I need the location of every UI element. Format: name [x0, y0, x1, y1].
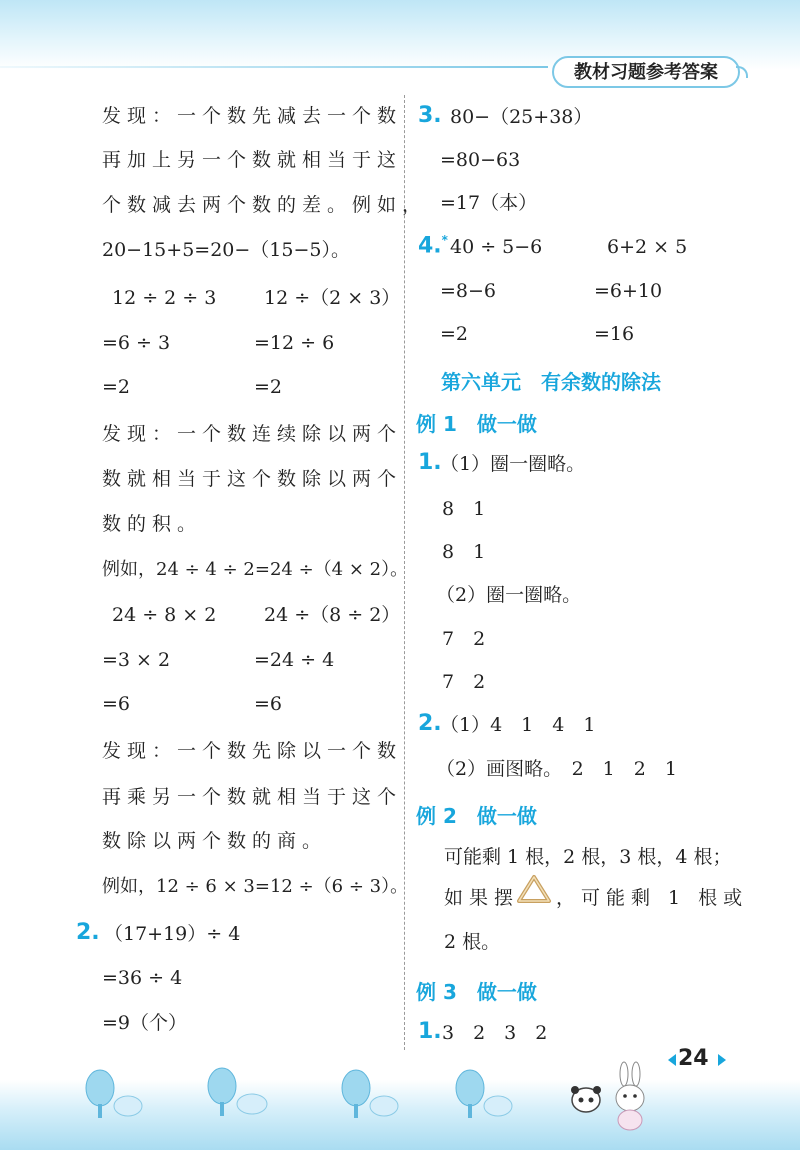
tree-icon	[456, 1070, 484, 1118]
answer-line: （1）4 1 4 1	[440, 714, 596, 736]
text-line: 发现：一个数先除以一个数	[102, 740, 403, 762]
question-number: 1.	[418, 1019, 442, 1044]
bush-icon	[237, 1094, 267, 1114]
calc-line: 12 ÷（2 × 3）	[264, 287, 401, 309]
question-number-text: 4.	[418, 233, 442, 259]
calc-line: 12 ÷ 2 ÷ 3	[112, 287, 217, 309]
text-line: 数除以两个数的商。	[102, 830, 328, 852]
answer-line: 8 1	[442, 541, 486, 563]
answer-line: 如果摆	[444, 887, 520, 909]
bottom-decoration	[0, 1060, 800, 1150]
question-number: 3.	[418, 103, 442, 128]
answer-line: 8 1	[442, 498, 486, 520]
calc-line: =6	[102, 693, 131, 715]
answer-line: 2 根。	[444, 931, 501, 953]
text-line: 20−15+5=20−（15−5）。	[102, 239, 350, 261]
answer-line: 7 2	[442, 628, 486, 650]
text-line: 例如，24 ÷ 4 ÷ 2=24 ÷（4 × 2）。	[102, 559, 409, 580]
answer-line: 可能剩 1 根，2 根，3 根，4 根；	[444, 846, 732, 868]
text-line: 发现：一个数先减去一个数	[102, 105, 403, 127]
bunny-icon	[616, 1062, 644, 1130]
calc-line: =80−63	[440, 149, 521, 171]
calc-line: =2	[254, 376, 283, 398]
bush-icon	[114, 1096, 142, 1116]
panda-icon	[571, 1086, 601, 1112]
calc-line: 40 ÷ 5−6	[450, 236, 543, 258]
calc-line: =24 ÷ 4	[254, 649, 335, 671]
page-number: 24	[678, 1046, 709, 1071]
text-line: 再加上另一个数就相当于这	[102, 149, 403, 171]
top-rule	[0, 66, 548, 68]
calc-line: =17（本）	[440, 192, 538, 214]
text-line: 例如，12 ÷ 6 × 3=12 ÷（6 ÷ 3）。	[102, 876, 409, 897]
bush-icon	[370, 1096, 398, 1116]
text-line: 再乘另一个数就相当于这个	[102, 786, 403, 808]
answer-line: 3 2 3 2	[442, 1022, 548, 1044]
question-number: 2.	[418, 711, 442, 736]
calc-line: 80−（25+38）	[450, 106, 593, 128]
calc-line: =9（个）	[102, 1012, 188, 1034]
calc-line: =2	[440, 323, 469, 345]
calc-line: 24 ÷（8 ÷ 2）	[264, 604, 401, 626]
example-heading: 例 1 做一做	[416, 412, 537, 436]
calc-line: =3 × 2	[102, 649, 171, 671]
calc-line: =6 ÷ 3	[102, 332, 171, 354]
bush-icon	[484, 1096, 512, 1116]
calc-line: =6	[254, 693, 283, 715]
example-heading: 例 2 做一做	[416, 804, 537, 828]
answer-line: （1）圈一圈略。	[440, 453, 586, 475]
tree-icon	[342, 1070, 370, 1118]
calc-line: =16	[594, 323, 635, 345]
optional-star: *	[441, 233, 448, 247]
unit-title: 第六单元 有余数的除法	[441, 370, 661, 394]
calc-line: =8−6	[440, 280, 497, 302]
tree-icon	[208, 1068, 236, 1116]
calc-line: =2	[102, 376, 131, 398]
text-line: 数的积。	[102, 513, 203, 535]
answer-line: 7 2	[442, 671, 486, 693]
answer-line: ，可能剩 1 根或	[556, 887, 749, 909]
answer-line: （2）圈一圈略。	[436, 584, 582, 606]
example-heading: 例 3 做一做	[416, 980, 537, 1004]
calc-line: 24 ÷ 8 × 2	[112, 604, 217, 626]
text-line: 发现：一个数连续除以两个	[102, 423, 403, 445]
header-title: 教材习题参考答案	[552, 56, 740, 88]
calc-line: （17+19）÷ 4	[104, 923, 241, 945]
tree-icon	[86, 1070, 114, 1118]
question-number: 1.	[418, 450, 442, 475]
answer-line: （2）画图略。 2 1 2 1	[436, 758, 677, 780]
text-line: 个数减去两个数的差。例如，	[102, 194, 428, 216]
calc-line: =12 ÷ 6	[254, 332, 335, 354]
calc-line: =36 ÷ 4	[102, 967, 183, 989]
question-number: 2.	[76, 920, 100, 945]
calc-line: 6+2 × 5	[607, 236, 688, 258]
text-line: 数就相当于这个数除以两个	[102, 468, 403, 490]
triangle-sticks-icon	[516, 874, 552, 904]
question-number	[418, 233, 448, 258]
calc-line: =6+10	[594, 280, 663, 302]
